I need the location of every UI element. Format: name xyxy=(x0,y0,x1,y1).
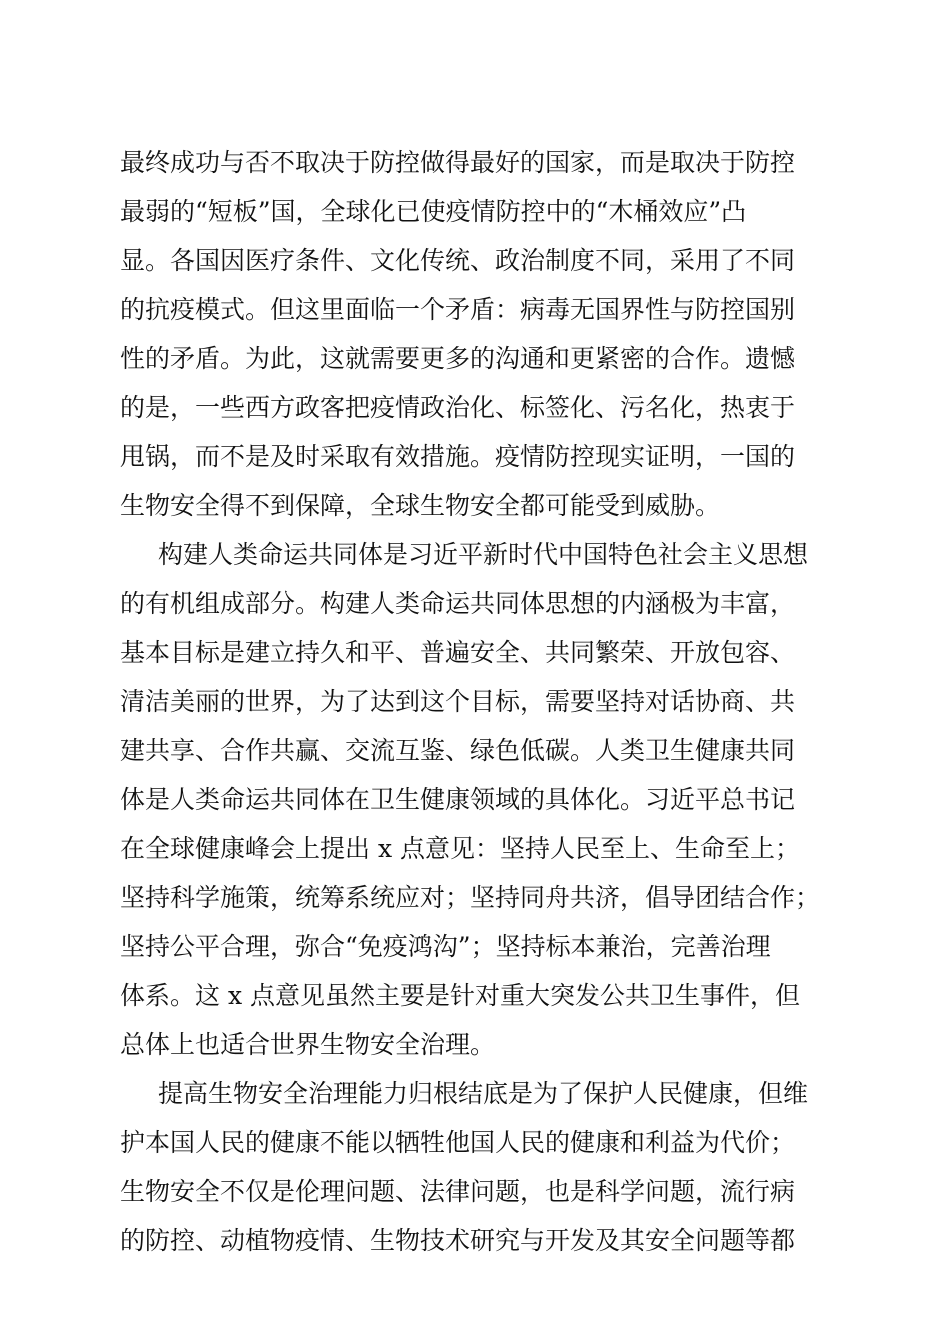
text-line: 体是人类命运共同体在卫生健康领域的具体化。习近平总书记 xyxy=(120,785,796,814)
text-line: 清洁美丽的世界，为了达到这个目标，需要坚持对话协商、共 xyxy=(120,687,796,716)
text-line: 坚持公平合理，弥合“免疫鸿沟”；坚持标本兼治，完善治理 xyxy=(120,932,771,961)
text-line: 显。各国因医疗条件、文化传统、政治制度不同，采用了不同 xyxy=(120,246,796,275)
paragraph-first-line: 构建人类命运共同体是习近平新时代中国特色社会主义思想 xyxy=(158,540,809,569)
text-line: 性的矛盾。为此，这就需要更多的沟通和更紧密的合作。遗憾 xyxy=(120,344,796,373)
text-line: 体系。这 x 点意见虽然主要是针对重大突发公共卫生事件，但 xyxy=(120,981,800,1010)
text-line: 生物安全不仅是伦理问题、法律问题，也是科学问题，流行病 xyxy=(120,1177,796,1206)
text-line: 最终成功与否不取决于防控做得最好的国家，而是取决于防控 xyxy=(120,148,796,177)
text-line: 的抗疫模式。但这里面临一个矛盾：病毒无国界性与防控国别 xyxy=(120,295,796,324)
text-line: 坚持科学施策，统筹系统应对；坚持同舟共济，倡导团结合作； xyxy=(120,883,821,912)
text-line: 在全球健康峰会上提出 x 点意见：坚持人民至上、生命至上； xyxy=(120,834,800,863)
text-line: 基本目标是建立持久和平、普遍安全、共同繁荣、开放包容、 xyxy=(120,638,796,667)
text-line: 的是，一些西方政客把疫情政治化、标签化、污名化，热衷于 xyxy=(120,393,796,422)
text-line: 建共享、合作共赢、交流互鉴、绿色低碳。人类卫生健康共同 xyxy=(120,736,796,765)
text-line: 的有机组成部分。构建人类命运共同体思想的内涵极为丰富， xyxy=(120,589,796,618)
text-line: 护本国人民的健康不能以牺牲他国人民的健康和利益为代价； xyxy=(120,1128,796,1157)
text-line: 的防控、动植物疫情、生物技术研究与开发及其安全问题等都 xyxy=(120,1226,796,1255)
paragraph-first-line: 提高生物安全治理能力归根结底是为了保护人民健康，但维 xyxy=(158,1079,809,1108)
text-line: 总体上也适合世界生物安全治理。 xyxy=(120,1030,496,1059)
text-line: 最弱的“短板”国，全球化已使疫情防控中的“木桶效应”凸 xyxy=(120,197,747,226)
text-line: 甩锅，而不是及时采取有效措施。疫情防控现实证明，一国的 xyxy=(120,442,796,471)
text-line: 生物安全得不到保障，全球生物安全都可能受到威胁。 xyxy=(120,491,721,520)
